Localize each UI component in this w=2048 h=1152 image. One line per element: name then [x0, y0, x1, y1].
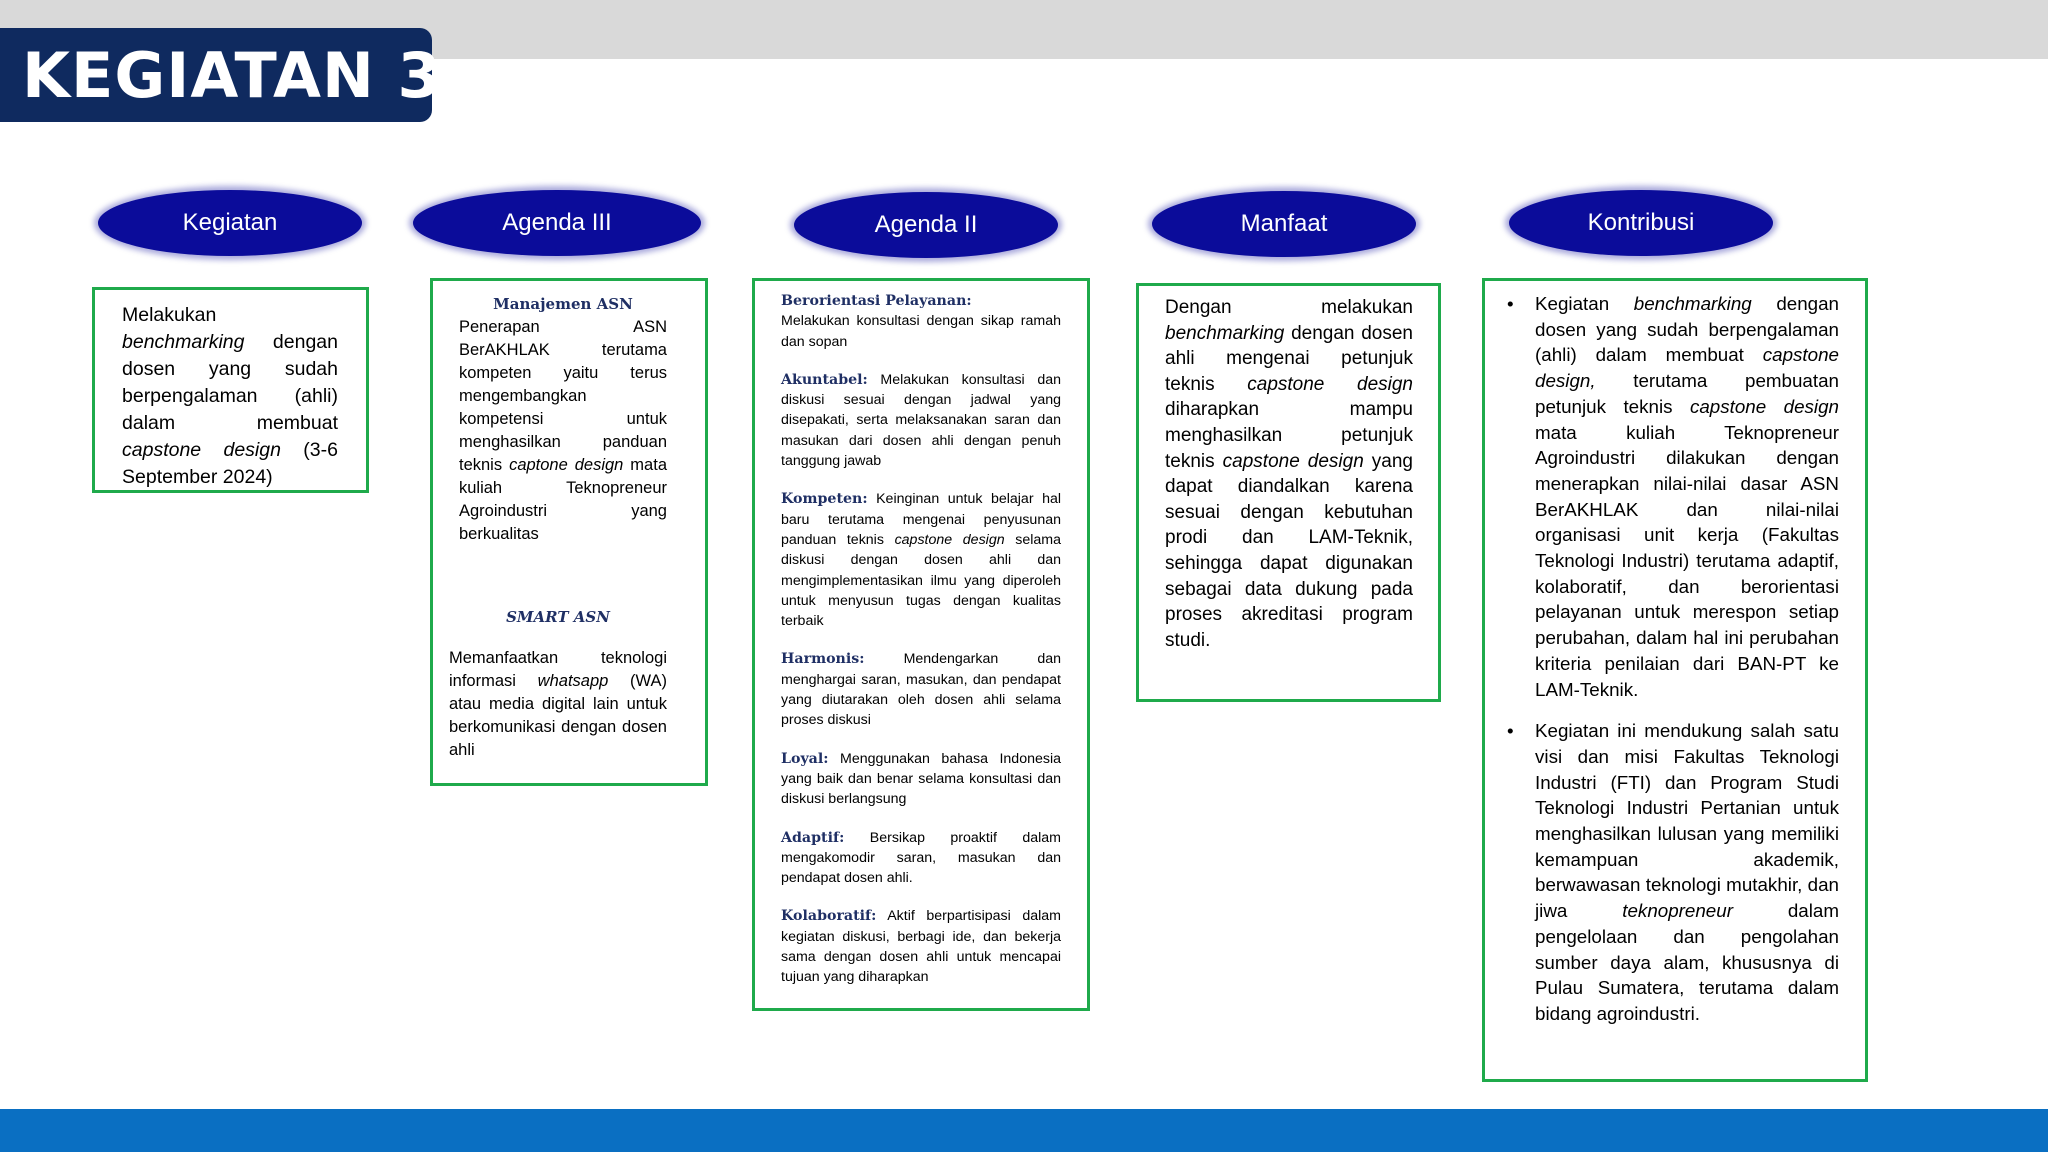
header-agenda-3-label: Agenda III	[502, 209, 612, 236]
slide-title: KEGIATAN 3	[22, 38, 442, 112]
slide-title-box	[0, 28, 442, 122]
bullet-icon: •	[1507, 293, 1514, 314]
smart-asn-heading: SMART ASN	[506, 608, 610, 626]
value-adaptif: Adaptif: Bersikap proaktif dalam mengakomodir saran, masukan dan pendapat dosen ahli.	[781, 829, 1061, 887]
header-kegiatan-label: Kegiatan	[182, 209, 278, 236]
kontribusi-item-2: • Kegiatan ini mendukung salah satu visi dan misi Fakultas Teknologi Industri (FTI) dan Program Studi Teknologi Industri Pertanian untuk menghasilkan lulusan yang memiliki kemampuan akademik, berwawasan teknologi mutakhir, dan jiwa teknopreneur dalam pengelolaan dan pengolahan sumber daya alam, khususnya di Pulau Sumatera, terutama dalam bidang agroindustri.	[1507, 720, 1840, 1024]
kontribusi-list	[1485, 291, 1839, 1027]
agenda-3-box	[430, 278, 708, 786]
manajemen-asn-text: Penerapan ASN BerAKHLAK terutama kompeten yaitu terus mengembangkan kompetensi untuk menghasilkan panduan teknis captone design mata kuliah Teknopreneur Agroindustri yang berkualitas	[459, 318, 667, 543]
kegiatan-text: Melakukan benchmarking dengan dosen yang sudah berpengalaman (ahli) dalam membuat capstone design (3-6 September 2024)	[122, 304, 338, 488]
manfaat-text: Dengan melakukan benchmarking dengan dosen ahli mengenai petunjuk teknis capstone design diharapkan mampu menghasilkan petunjuk teknis capstone design yang dapat diandalkan karena sesuai dengan kebutuhan prodi dan LAM-Teknik, sehingga dapat digunakan sebagai data dukung pada proses akreditasi program studi.	[1165, 297, 1413, 651]
kontribusi-box	[1482, 278, 1868, 1082]
header-agenda-2	[794, 192, 1058, 258]
header-agenda-2-label: Agenda II	[874, 211, 978, 238]
smart-asn-text: Memanfaatkan teknologi informasi whatsapp (WA) atau media digital lain untuk berkomunikasi dengan dosen ahli	[449, 649, 667, 759]
value-berorientasi-pelayanan: Berorientasi Pelayanan: Melakukan konsultasi dengan sikap ramah dan sopan	[781, 293, 1061, 350]
bottom-band	[0, 1109, 2048, 1152]
value-loyal: Loyal: Menggunakan bahasa Indonesia yang baik dan benar selama konsultasi dan diskusi berlangsung	[781, 750, 1061, 808]
kontribusi-item-1: • Kegiatan benchmarking dengan dosen yang sudah berpengalaman (ahli) dalam membuat capstone design, terutama pembuatan petunjuk teknis capstone design mata kuliah Teknopreneur Agroindustri dilakukan dengan menerapkan nilai-nilai dasar ASN BerAKHLAK dan nilai-nilai organisasi unit kerja (Fakultas Teknologi Industri) terutama adaptif, kolaboratif, dan berorientasi pelayanan untuk merespon setiap perubahan, dalam hal ini perubahan kriteria penilaian dari BAN-PT ke LAM-Teknik.	[1507, 293, 1839, 700]
header-kegiatan	[98, 190, 362, 256]
header-kontribusi	[1509, 190, 1773, 256]
header-agenda-3	[413, 190, 701, 256]
header-manfaat	[1152, 191, 1416, 257]
manfaat-box	[1136, 283, 1441, 702]
value-kompeten: Kompeten: Keinginan untuk belajar hal baru terutama mengenai penyusunan panduan teknis capstone design selama diskusi dengan dosen ahli dan mengimplementasikan ilmu yang diperoleh untuk menyusun tugas dengan kualitas terbaik	[781, 491, 1061, 630]
manajemen-asn-heading: Manajemen ASN	[493, 295, 633, 313]
kegiatan-box	[92, 287, 369, 493]
value-harmonis: Harmonis: Mendengarkan dan menghargai saran, masukan, dan pendapat yang diutarakan oleh dosen ahli selama proses diskusi	[781, 651, 1061, 729]
bullet-icon: •	[1507, 720, 1514, 742]
header-kontribusi-label: Kontribusi	[1587, 209, 1695, 236]
value-kolaboratif: Kolaboratif: Aktif berpartisipasi dalam kegiatan diskusi, berbagi ide, dan bekerja sama dengan dosen ahli untuk mencapai tujuan yang diharapkan	[781, 908, 1061, 986]
header-manfaat-label: Manfaat	[1240, 210, 1328, 237]
value-akuntabel: Akuntabel: Melakukan konsultasi dan diskusi sesuai dengan jadwal yang disepakati, serta melaksanakan saran dan masukan dari dosen ahli dengan penuh tanggung jawab	[781, 371, 1061, 470]
agenda-2-box	[752, 278, 1090, 1011]
